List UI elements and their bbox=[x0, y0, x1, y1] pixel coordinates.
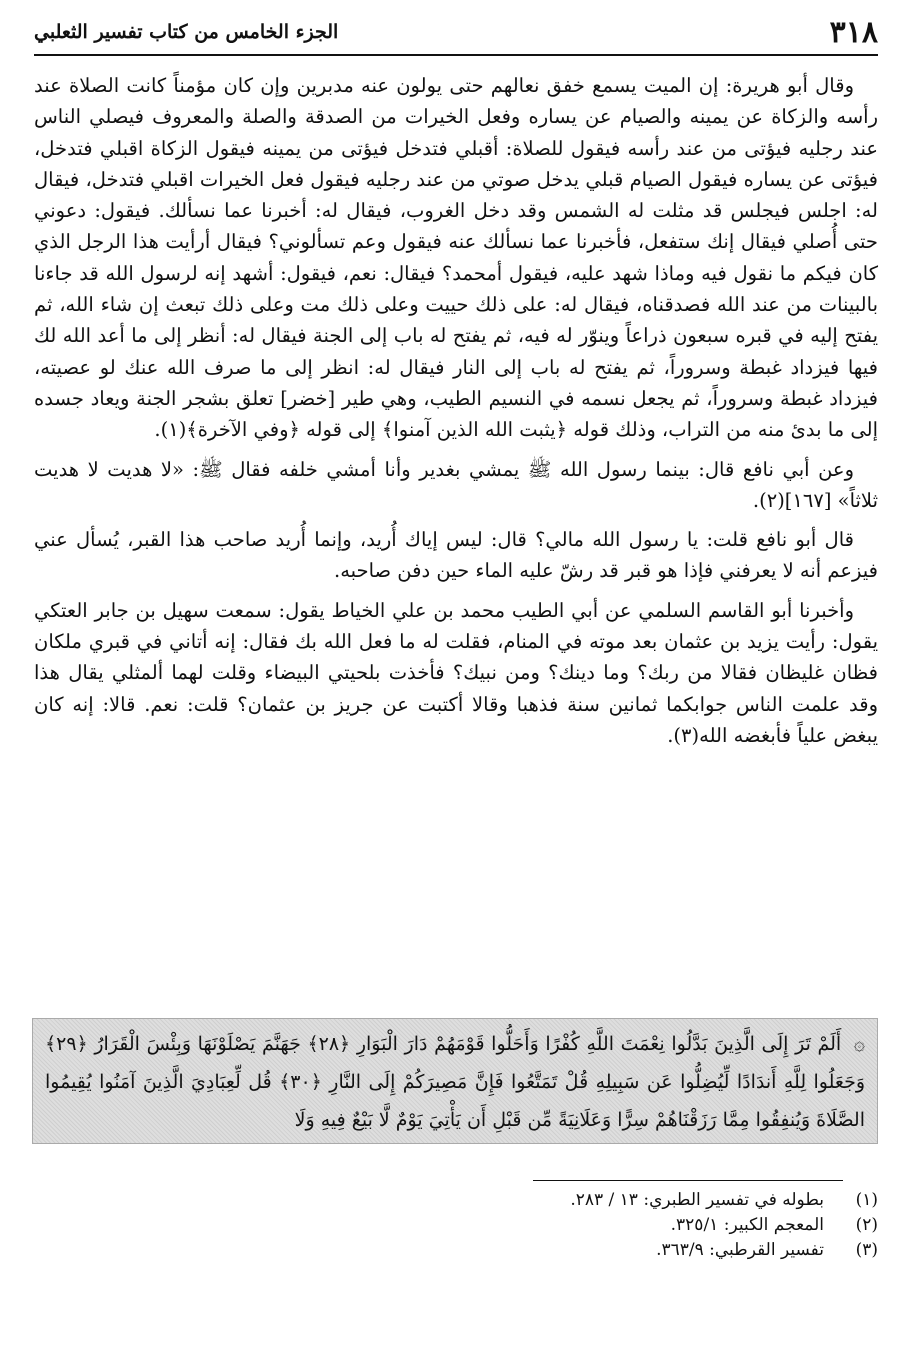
footnote-number: (١) bbox=[855, 1190, 878, 1210]
quran-verse-text: أَلَمْ تَرَ إِلَى الَّذِينَ بَدَّلُوا نِعْمَتَ اللَّهِ كُفْرًا وَأَحَلُّوا قَوْمَهُمْ دَارَ الْبَوَارِ ﴿٢٨﴾ جَهَنَّمَ يَصْلَوْنَهَا وَبِئْسَ الْقَرَارُ ﴿٢٩﴾ وَجَعَلُوا لِلَّهِ أَندَادًا لِّيُضِلُّوا عَن سَبِيلِهِ قُلْ تَمَتَّعُوا فَإِنَّ مَصِيرَكُمْ إِلَى النَّارِ ﴿٣٠﴾ قُل لِّعِبَادِيَ الَّذِينَ آمَنُوا يُقِيمُوا الصَّلَاةَ وَيُنفِقُوا مِمَّا رَزَقْنَاهُمْ سِرًّا وَعَلَانِيَةً مِّن قَبْلِ أَن يَأْتِيَ يَوْمٌ لَّا بَيْعٌ فِيهِ وَلَا bbox=[45, 1033, 865, 1131]
paragraph: قال أبو نافع قلت: يا رسول الله مالي؟ قال: ليس إياك أُريد، وإنما أُريد صاحب هذا القبر، يُسأل عني فيزعم أنه لا يعرفني فإذا هو قبر قد رشّ عليه الماء حين دفن صاحبه. bbox=[34, 528, 878, 583]
footnote bbox=[300, 1213, 878, 1238]
paragraph: وعن أبي نافع قال: بينما رسول الله ﷺ يمشي بغدير وأنا أمشي خلفه فقال ﷺ: «لا هديت لا هديت ثلاثاً» [١٦٧](٢). bbox=[34, 457, 878, 512]
footnote-number: (٢) bbox=[855, 1215, 878, 1235]
footnotes bbox=[300, 1188, 878, 1263]
footnote-text: بطوله في تفسير الطبري: ١٣ / ٢٨٣. bbox=[570, 1190, 824, 1210]
paragraph: وقال أبو هريرة: إن الميت يسمع خفق نعالهم حتى يولون عنه مدبرين وإن كان مؤمناً كانت الصلاة عند رأسه والزكاة عن يمينه والصيام عن يساره وفعل الخيرات من الصدقة والصلة والمعروف فيصلي الناس عند رجليه فيؤتى من عند رأسه فيقول للصلاة: أقبلي فتدخل فيؤتى من يمينه فيقول الزكاة اقبلي فتدخل، فيؤتى عن يساره فيقول الصيام قبلي يدخل صوتي من عند رجليه فيقول فعل الخيرات اقبلي فتدخل، فيقال له: اجلس فيجلس قد مثلت له الشمس وقد دخل الغروب، فيقال له: أخبرنا عما نسألك. فيقول: دعوني حتى أُصلي فيقال إنك ستفعل، فأخبرنا عما نسألك عنه فيقول وعم تسألوني؟ فيقال أرأيت هذا الرجل الذي كان فيكم ما نقول فيه وماذا شهد عليه، فيقول أمحمد؟ فيقال: نعم، فيقول: أشهد إنه لرسول الله قد جاءنا بالبينات من عند الله فصدقناه، فيقال له: على ذلك حييت وعلى ذلك مت وعلى ذلك تبعث إن شاء الله، ثم يفتح إليه في قبره سبعون ذراعاً وينوّر له فيه، ثم يفتح له باب إلى الجنة فيقال له: أنظر إلى ما أعد الله لك فيها فيزداد غبطة وسروراً، ثم يفتح له باب إلى النار فيقال له: انظر إلى ما صرف الله عنك لو عصيته، فيزداد غبطة وسروراً، ثم يجعل نسمه في النسيم الطيب، وهي طير [خضر] تعلق بشجر الجنة ويعاد جسده إلى ما بدئ منه من التراب، وذلك قوله ﴿يثبت الله الذين آمنوا﴾ إلى قوله ﴿وفي الآخرة﴾(١). bbox=[34, 74, 878, 442]
footnote-divider bbox=[533, 1180, 843, 1181]
footnote-number: (٣) bbox=[855, 1240, 878, 1260]
running-title: الجزء الخامس من كتاب تفسير الثعلبي bbox=[34, 21, 339, 43]
page-header bbox=[34, 10, 878, 56]
footnote bbox=[300, 1238, 878, 1263]
quran-verse-box bbox=[32, 1018, 878, 1144]
rub-el-hizb-icon: ۞ bbox=[853, 1033, 865, 1055]
page-number: ٣١٨ bbox=[829, 14, 878, 50]
body-text bbox=[34, 70, 878, 759]
paragraph: وأخبرنا أبو القاسم السلمي عن أبي الطيب محمد بن علي الخياط يقول: سمعت سهيل بن جابر العتكي يقول: رأيت يزيد بن عثمان بعد موته في المنام، فقلت له ما فعل الله بك فقال: إنه أتاني في قبري ملكان فظان غليظان فقالا من ربك؟ وما دينك؟ ومن نبيك؟ فأخذت بلحيتي البيضاء وقلت لهما ألمثلي يقال هذا وقد علمت الناس جوابكما ثمانين سنة فذهبا وقالا أكتبت عن جريز بن عثمان؟ قلت: نعم. قالا: إنه كان يبغض علياً فأبغضه الله(٣). bbox=[34, 598, 878, 747]
footnote-text: تفسير القرطبي: ٣٦٣/٩. bbox=[656, 1240, 824, 1260]
footnote bbox=[300, 1188, 878, 1213]
footnote-text: المعجم الكبير: ٣٢٥/١. bbox=[670, 1215, 824, 1235]
